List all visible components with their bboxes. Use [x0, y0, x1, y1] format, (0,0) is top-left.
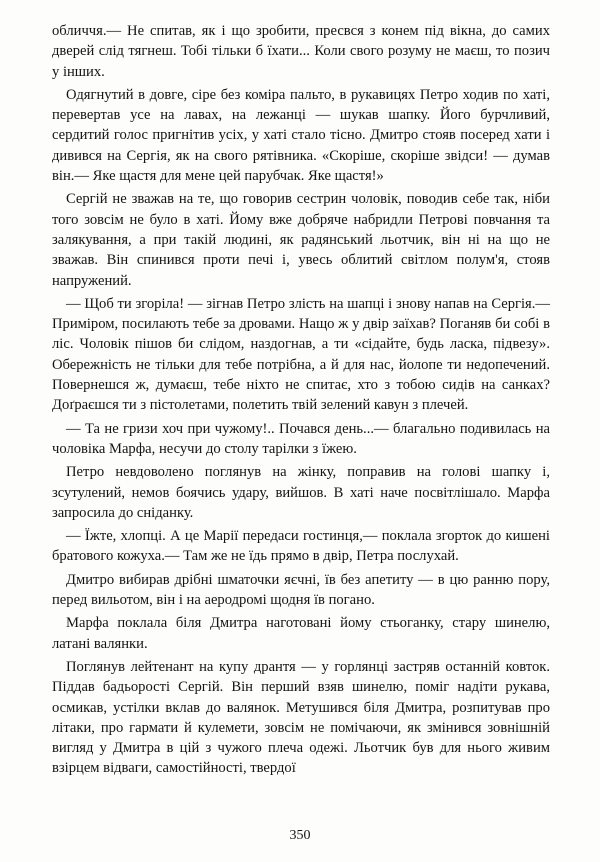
paragraph-9: Марфа поклала біля Дмитра наготовані йому стьоганку, стару шинелю, латані валянки.: [52, 615, 550, 652]
paragraph-1: обличчя.— Не спитав, як і що зробити, пресвся з конем під вікна, до самих дверей слід тягнеш. Тобі тільки б їхати... Коли свого розуму не маєш, то позич у інших.: [52, 23, 550, 80]
paragraph-2: Одягнутий в довге, сіре без коміра пальто, в рукавицях Петро ходив по хаті, перевертав усе на лавах, на лежанці — шукав шапку. Його бурчливий, сердитий голос пригнітив усіх, у хаті стало тісно. Дмитро стояв посеред хати і дивився на Сергія, як на свого рятівника. «Скоріше, скоріше звідси! — думав він.— Яке щастя для мене цей парубчак. Яке щастя!»: [52, 86, 550, 185]
paragraph-6: Петро невдоволено поглянув на жінку, поправив на голові шапку і, зсутулений, немов боячись удару, вийшов. В хаті наче посвітлішало. Марфа запросила до сніданку.: [52, 464, 550, 521]
paragraph-7: — Їжте, хлопці. А це Марії передаси гостинця,— поклала згорток до кишені братового кожуха.— Там же не їдь прямо в двір, Петра послухай.: [52, 528, 550, 565]
paragraph-5: — Та не гризи хоч при чужому!.. Почався день...— благально подивилась на чоловіка Марфа, несучи до столу тарілки з їжею.: [52, 420, 550, 457]
paragraph-8: Дмитро вибирав дрібні шматочки яєчні, їв без апетиту — в цю ранню пору, перед вильотом, він і на аеродромі щодня їв погано.: [52, 571, 550, 609]
paragraph-10: Поглянув лейтенант на купу дрантя — у горлянці застряв останній ковток. Піддав бадьорості Сергій. Він перший взяв шинелю, поміг надіти рукава, осмикав, устілки вклав до валянок. Метушився біля Дмитра, розпитував про літаки, про гармати й кулемети, зовсім не помічаючи, як змінився зовнішній вигляд у Дмитра в цій з чужого плеча одежі. Льотчик був для нього живим взірцем відваги, самостійності, твердої: [52, 658, 550, 777]
page-number: 350: [289, 828, 311, 843]
paragraph-3: Сергій не зважав на те, що говорив сестрин чоловік, поводив себе так, ніби того зовсім не було в хаті. Йому вже добряче набридли Петрові повчання та залякування, а при такій людині, як радянський льотчик, він ні на що не зважав. Він спинився проти печі і, увесь облитий світлом полум'я, стояв напружений.: [52, 191, 550, 289]
paragraph-4: — Щоб ти згоріла! — зігнав Петро злість на шапці і знову напав на Сергія.— Приміром, посилають тебе за дровами. Нащо ж у двір заїхав? Поганяв би собі в ліс. Чоловік пішов би слідом, наздогнав, а ти «сідайте, будь ласка, підвезу». Обережність не тільки для тебе потрібна, а й для нас, йолопе ти недопечений. Повернешся ж, думаєш, тебе ніхто не спитає, хто з тобою сидів на санках? Доґраєшся ти з пістолетами, полетить твій зелений кавун з плечей.: [52, 295, 550, 414]
